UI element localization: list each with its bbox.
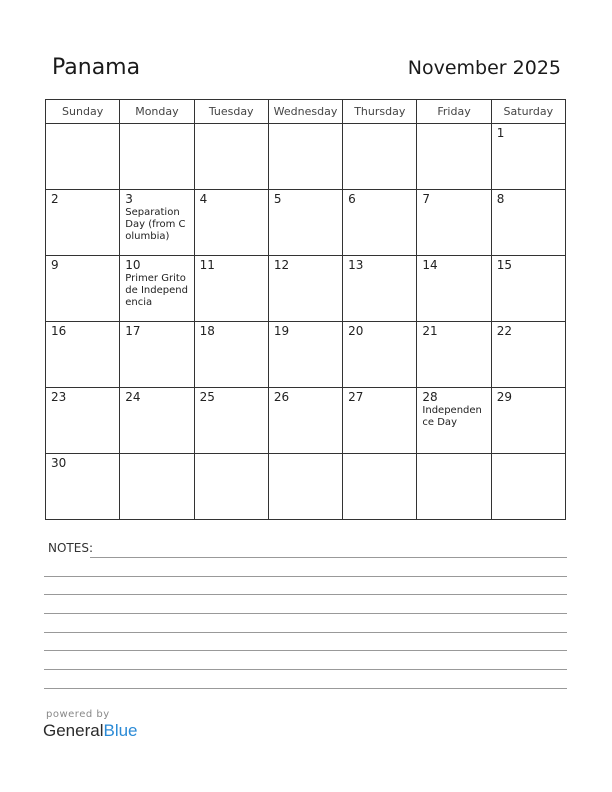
- week-row: [46, 454, 566, 520]
- holiday-label: [343, 404, 416, 405]
- calendar-grid: [45, 99, 566, 520]
- holiday-label: Independence Day: [422, 405, 482, 428]
- day-cell[interactable]: [120, 190, 194, 256]
- day-number: 2: [51, 192, 59, 206]
- day-cell[interactable]: [417, 124, 491, 190]
- powered-by-text: powered by: [46, 709, 110, 720]
- note-line: [44, 688, 567, 689]
- day-number: 6: [348, 192, 356, 206]
- weekday-header-row: [46, 100, 566, 124]
- holiday-label: [120, 404, 193, 405]
- holiday-label: [120, 338, 193, 339]
- brand-logo[interactable]: [43, 721, 138, 741]
- day-cell[interactable]: [417, 322, 491, 388]
- month-year-title: November 2025: [407, 57, 561, 79]
- note-line: [90, 557, 567, 558]
- holiday-label: [195, 206, 268, 207]
- holiday-label: [492, 338, 565, 339]
- weekday-saturday: Saturday: [491, 100, 565, 124]
- day-cell[interactable]: [268, 454, 342, 520]
- holiday-label: [343, 206, 416, 207]
- day-number: 4: [199, 192, 208, 206]
- weekday-friday: Friday: [417, 100, 491, 124]
- day-cell[interactable]: [491, 322, 565, 388]
- note-line: [44, 594, 567, 595]
- day-number: 23: [51, 390, 67, 404]
- weekday-thursday: Thursday: [343, 100, 417, 124]
- day-cell[interactable]: [46, 322, 120, 388]
- day-cell[interactable]: [46, 124, 120, 190]
- day-cell[interactable]: [343, 124, 417, 190]
- day-number: 11: [199, 258, 215, 272]
- day-number: 12: [273, 258, 290, 272]
- day-number: 3: [125, 192, 133, 206]
- day-cell[interactable]: [194, 124, 268, 190]
- day-number: 10: [125, 258, 141, 272]
- day-cell[interactable]: [343, 454, 417, 520]
- holiday-label: [46, 126, 119, 127]
- day-cell[interactable]: [120, 124, 194, 190]
- note-line: [44, 669, 567, 670]
- day-number: 5: [273, 192, 282, 206]
- day-cell[interactable]: [120, 454, 194, 520]
- holiday-label: [269, 404, 342, 405]
- holiday-label: [195, 272, 268, 273]
- day-number: 14: [422, 258, 438, 272]
- holiday-label: [492, 272, 565, 273]
- brand-blue: Blue: [103, 721, 138, 740]
- day-number: 15: [496, 258, 512, 272]
- holiday-label: [269, 456, 342, 457]
- day-number: 16: [51, 324, 67, 338]
- holiday-label: [417, 206, 490, 207]
- weekday-wednesday: Wednesday: [268, 100, 342, 124]
- holiday-label: [417, 338, 490, 339]
- day-number: 17: [125, 324, 141, 338]
- holiday-label: [492, 206, 565, 207]
- note-line: [44, 632, 567, 633]
- day-cell[interactable]: [46, 256, 120, 322]
- holiday-label: [195, 126, 268, 127]
- day-cell[interactable]: [46, 454, 120, 520]
- day-number: 1: [496, 126, 505, 140]
- day-number: 18: [199, 324, 215, 338]
- day-cell[interactable]: [194, 190, 268, 256]
- holiday-label: [417, 456, 490, 457]
- day-cell[interactable]: [491, 256, 565, 322]
- holiday-label: [46, 470, 119, 471]
- holiday-label: [195, 404, 268, 405]
- day-cell[interactable]: [417, 256, 491, 322]
- day-cell[interactable]: [268, 124, 342, 190]
- weekday-monday: Monday: [120, 100, 194, 124]
- holiday-label: [46, 338, 119, 339]
- day-cell[interactable]: [417, 190, 491, 256]
- holiday-label: Separation Day (from Columbia): [125, 207, 186, 242]
- day-number: 13: [348, 258, 364, 272]
- brand-general: General: [43, 721, 104, 740]
- day-cell[interactable]: [268, 322, 342, 388]
- weekday-tuesday: Tuesday: [194, 100, 268, 124]
- holiday-label: [343, 126, 416, 127]
- week-row: [46, 388, 566, 454]
- day-number: 20: [348, 324, 364, 338]
- holiday-label: [46, 404, 119, 405]
- day-cell[interactable]: [268, 190, 342, 256]
- day-cell[interactable]: [268, 388, 342, 454]
- week-row: [46, 256, 566, 322]
- day-cell[interactable]: [194, 388, 268, 454]
- holiday-label: [343, 272, 416, 273]
- day-number: 30: [51, 456, 67, 470]
- week-row: [46, 124, 566, 190]
- day-cell[interactable]: [120, 256, 194, 322]
- day-number: 9: [51, 258, 59, 272]
- day-cell[interactable]: [194, 256, 268, 322]
- day-number: 8: [496, 192, 505, 206]
- day-number: 25: [199, 390, 215, 404]
- note-line: [44, 613, 567, 614]
- notes-label: NOTES:: [48, 541, 93, 555]
- day-cell[interactable]: [343, 190, 417, 256]
- holiday-label: [492, 140, 565, 141]
- day-cell[interactable]: [491, 454, 565, 520]
- holiday-label: [120, 456, 193, 457]
- day-cell[interactable]: [491, 124, 565, 190]
- day-number: 24: [125, 390, 141, 404]
- holiday-label: [46, 272, 119, 273]
- day-cell[interactable]: [46, 190, 120, 256]
- day-cell[interactable]: [417, 454, 491, 520]
- holiday-label: [343, 456, 416, 457]
- day-number: 19: [273, 324, 290, 338]
- holiday-label: [195, 456, 268, 457]
- holiday-label: [417, 126, 490, 127]
- day-cell[interactable]: [343, 322, 417, 388]
- week-row: [46, 322, 566, 388]
- holiday-label: [492, 456, 565, 457]
- week-row: [46, 190, 566, 256]
- day-cell[interactable]: [417, 388, 491, 454]
- day-cell[interactable]: [343, 388, 417, 454]
- day-cell[interactable]: [343, 256, 417, 322]
- country-title: Panama: [52, 55, 141, 80]
- day-cell[interactable]: [194, 454, 268, 520]
- holiday-label: [269, 206, 342, 207]
- holiday-label: [343, 338, 416, 339]
- day-cell[interactable]: [491, 190, 565, 256]
- holiday-label: [269, 338, 342, 339]
- day-number: 29: [496, 390, 512, 404]
- holiday-label: [492, 404, 565, 405]
- note-line: [44, 576, 567, 577]
- day-cell[interactable]: [491, 388, 565, 454]
- holiday-label: [269, 126, 342, 127]
- day-cell[interactable]: [194, 322, 268, 388]
- holiday-label: [269, 272, 342, 273]
- day-cell[interactable]: [268, 256, 342, 322]
- day-number: 7: [422, 192, 431, 206]
- day-number: 27: [348, 390, 364, 404]
- note-line: [44, 650, 567, 651]
- holiday-label: Primer Grito de Independencia: [125, 273, 188, 308]
- holiday-label: [417, 272, 490, 273]
- holiday-label: [195, 338, 268, 339]
- day-number: 26: [273, 390, 290, 404]
- day-number: 21: [422, 324, 438, 338]
- day-cell[interactable]: [120, 322, 194, 388]
- weekday-sunday: Sunday: [46, 100, 120, 124]
- holiday-label: [120, 126, 193, 127]
- day-number: 22: [496, 324, 512, 338]
- holiday-label: [46, 206, 119, 207]
- day-cell[interactable]: [120, 388, 194, 454]
- day-cell[interactable]: [46, 388, 120, 454]
- day-number: 28: [422, 390, 438, 404]
